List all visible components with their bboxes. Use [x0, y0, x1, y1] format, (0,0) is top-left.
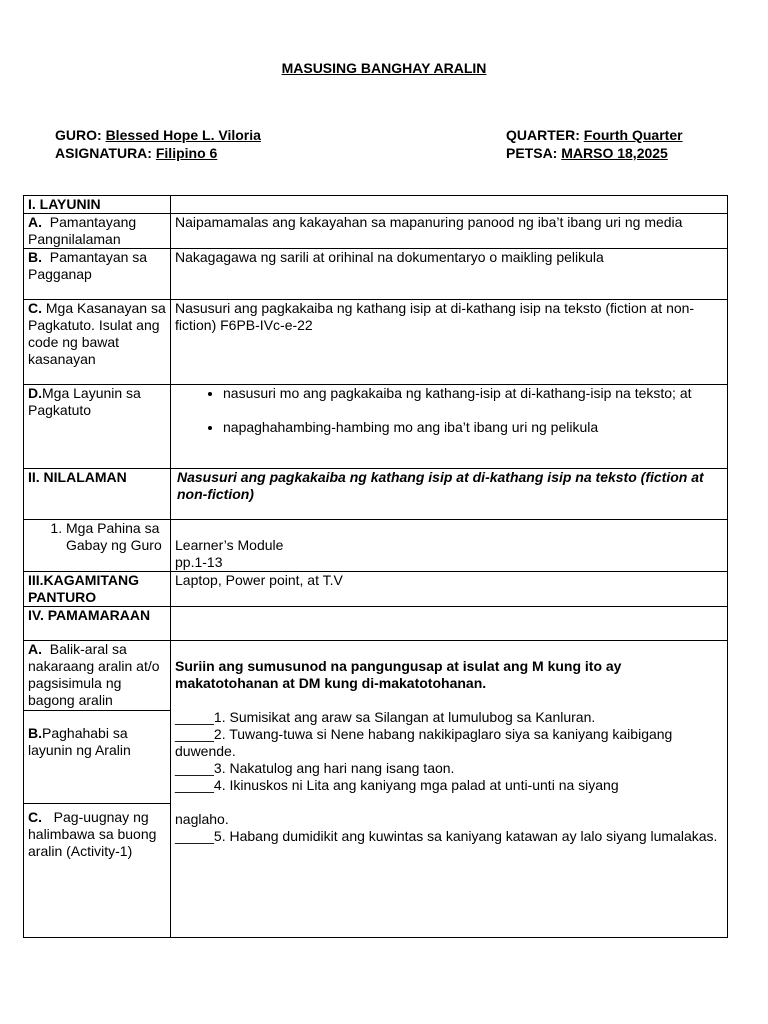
module-name: Learner’s Module	[175, 537, 284, 553]
activity-item: _____3. Nakatulog ang hari nang isang taon.	[175, 760, 455, 776]
activity-item: _____1. Sumisikat ang araw sa Silangan at lumulubog sa Kanluran.	[175, 709, 596, 725]
kagamitan-content: Laptop, Power point, at T.V	[171, 572, 728, 607]
list-item: 1. Mga Pahina sa Gabay ng Guro	[66, 520, 166, 554]
module-pages: pp.1-13	[175, 554, 223, 570]
objectives-list	[175, 385, 723, 436]
quarter-value: Fourth Quarter	[583, 127, 683, 143]
kasanayan-content: Nasusuri ang pagkakaiba ng kathang isip at di-kathang isip na teksto (fiction at non-fiction) F6PB-IVc-e-22	[171, 300, 728, 385]
table-row	[24, 607, 728, 641]
pamamaraan-content	[171, 607, 728, 641]
lesson-plan-table	[23, 195, 728, 938]
list-item: • nasusuri mo ang pagkakaiba ng kathang-isip at di-kathang-isip na teksto; at	[223, 385, 723, 402]
activity-item: _____5. Habang dumidikit ang kuwintas sa kaniyang katawan ay lalo siyang lumalakas.	[175, 828, 718, 844]
activity-instruction: Suriin ang sumusunod na pangungusap at isulat ang M kung ito ay makatotohanan at DM kung di-makatotohanan.	[175, 658, 622, 691]
guro-line	[55, 127, 261, 143]
petsa-label: PETSA:	[506, 145, 558, 161]
mga-pahina-content	[171, 520, 728, 572]
table-row	[24, 214, 728, 249]
document-title: MASUSING BANGHAY ARALIN	[281, 60, 487, 76]
layunin-label: I. LAYUNIN	[24, 196, 171, 214]
paghahabi-label: B.Paghahabi sa layunin ng Aralin	[24, 711, 170, 804]
table-row	[24, 300, 728, 385]
pamamaraan-label: IV. PAMAMARAAN	[24, 607, 171, 641]
pag-uugnay-label: C. Pag-uugnay ng halimbawa sa buong aralin (Activity-1)	[28, 809, 157, 859]
nilalaman-content: Nasusuri ang pagkakaiba ng kathang isip at di-kathang isip na teksto (fiction at non-fiction)	[171, 469, 728, 520]
kasanayan-label: C. Mga Kasanayan sa Pagkatuto. Isulat ang code ng bawat kasanayan	[24, 300, 171, 385]
petsa-line	[506, 145, 668, 161]
asignatura-value: Filipino 6	[155, 145, 218, 161]
mga-pahina-label	[24, 520, 171, 572]
pamantayang-pangnilalaman-content: Naipamamalas ang kakayahan sa mapanuring panood ng iba’t ibang uri ng media	[171, 214, 728, 249]
guro-value: Blessed Hope L. Viloria	[105, 127, 261, 143]
balik-aral-label: A. Balik-aral sa nakaraang aralin at/o pagsisimula ng bagong aralin	[24, 641, 170, 711]
table-row	[24, 572, 728, 607]
quarter-label: QUARTER:	[506, 127, 580, 143]
pamantayang-pangnilalaman-label: A. Pamantayang Pangnilalaman	[24, 214, 171, 249]
table-row	[24, 520, 728, 572]
kagamitan-label: III.KAGAMITANG PANTURO	[24, 572, 171, 607]
table-row	[24, 641, 728, 938]
quarter-line	[506, 127, 683, 143]
layunin-content	[171, 196, 728, 214]
activity-item: _____2. Tuwang-tuwa si Nene habang nakikipaglaro siya sa kaniyang kaibigang duwende.	[175, 726, 677, 759]
table-row	[24, 385, 728, 469]
guro-label: GURO:	[55, 127, 102, 143]
asignatura-label: ASIGNATURA:	[55, 145, 152, 161]
pamantayan-sa-pagganap-content: Nakagagawa ng sarili at orihinal na dokumentaryo o maikling pelikula	[171, 249, 728, 300]
list-item: • napaghahambing-hambing mo ang iba’t ibang uri ng pelikula	[223, 419, 723, 436]
nilalaman-label: II. NILALAMAN	[24, 469, 171, 520]
table-row	[24, 196, 728, 214]
petsa-value: MARSO 18,2025	[561, 145, 668, 161]
procedure-labels	[24, 641, 171, 938]
activity-item: naglaho.	[175, 811, 229, 827]
layunin-sa-pagkatuto-label: D.Mga Layunin sa Pagkatuto	[24, 385, 171, 469]
procedure-content	[171, 641, 728, 938]
table-row	[24, 469, 728, 520]
activity-item: _____4. Ikinuskos ni Lita ang kaniyang mga palad at unti-unti na siyang	[175, 777, 619, 793]
pamantayan-sa-pagganap-label: B. Pamantayan sa Pagganap	[24, 249, 171, 300]
layunin-sa-pagkatuto-content	[171, 385, 728, 469]
asignatura-line	[55, 145, 217, 161]
table-row	[24, 249, 728, 300]
